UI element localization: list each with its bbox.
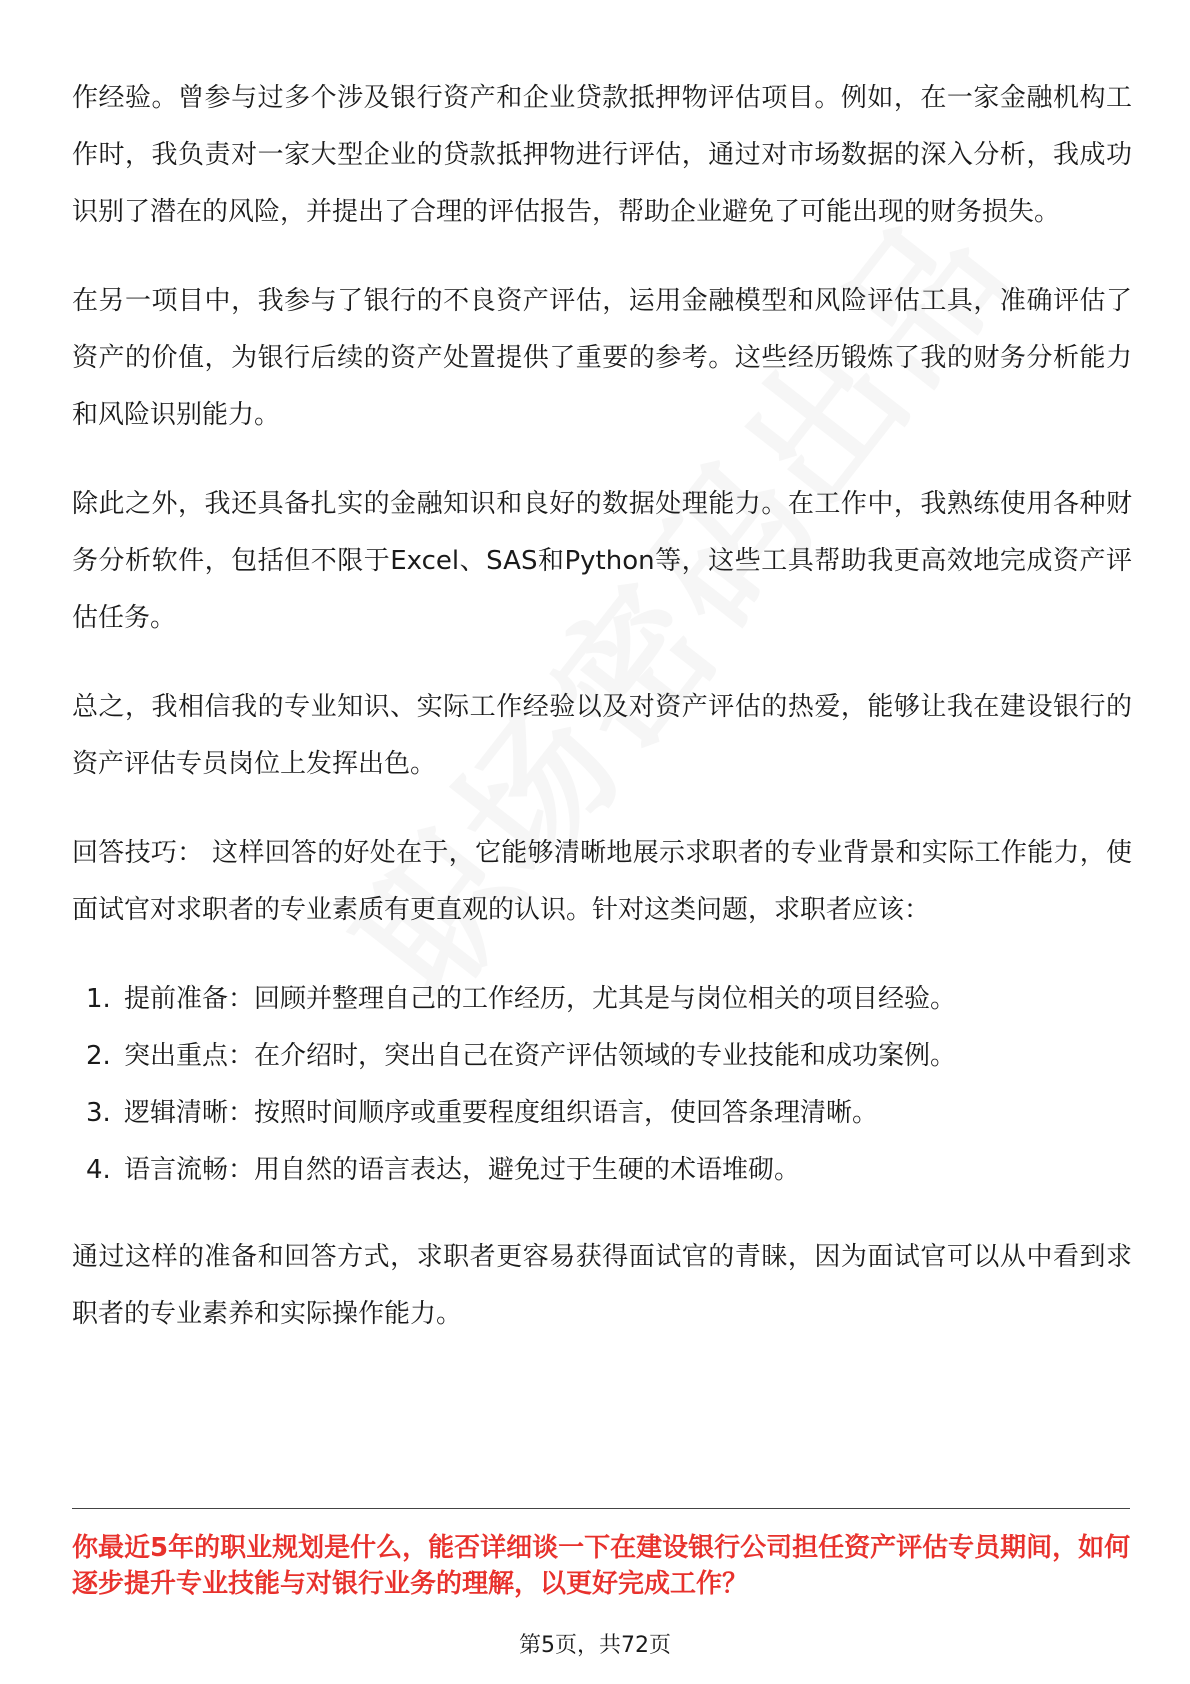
list-item-text: 提前准备：回顾并整理自己的工作经历，尤其是与岗位相关的项目经验。: [124, 984, 957, 1014]
list-item-text: 语言流畅：用自然的语言表达，避免过于生硬的术语堆砌。: [124, 1155, 801, 1185]
paragraph-closing: 通过这样的准备和回答方式，求职者更容易获得面试官的青睐，因为面试官可以从中看到求职者的专业素养和实际操作能力。: [72, 1242, 1132, 1329]
paragraph-project: 在另一项目中，我参与了银行的不良资产评估，运用金融模型和风险评估工具，准确评估了资产的价值，为银行后续的资产处置提供了重要的参考。这些经历锻炼了我的财务分析能力和风险识别能力。: [72, 286, 1132, 430]
paragraph-summary: 总之，我相信我的专业知识、实际工作经验以及对资产评估的热爱，能够让我在建设银行的资产评估专员岗位上发挥出色。: [72, 692, 1132, 779]
paragraph-skills: 除此之外，我还具备扎实的金融知识和良好的数据处理能力。在工作中，我熟练使用各种财务分析软件，包括但不限于Excel、SAS和Python等，这些工具帮助我更高效地完成资产评估任务。: [72, 489, 1132, 633]
list-item-number: 4.: [86, 1155, 111, 1185]
list-item-number: 1.: [86, 984, 111, 1014]
paragraph-tips-intro: 回答技巧： 这样回答的好处在于，它能够清晰地展示求职者的专业背景和实际工作能力，使面试官对求职者的专业素质有更直观的认识。针对这类问题，求职者应该：: [72, 838, 1132, 925]
list-item: [72, 1142, 1132, 1199]
next-question-heading: 你最近5年的职业规划是什么，能否详细谈一下在建设银行公司担任资产评估专员期间，如何逐步提升专业技能与对银行业务的理解，以更好完成工作？: [72, 1533, 1131, 1599]
list-item-text: 突出重点：在介绍时，突出自己在资产评估领域的专业技能和成功案例。: [124, 1041, 957, 1071]
list-item-text: 逻辑清晰：按照时间顺序或重要程度组织语言，使回答条理清晰。: [124, 1098, 879, 1128]
document-body: [72, 70, 1132, 1375]
page-footer: 第5页，共72页: [519, 1633, 671, 1658]
section-divider: [72, 1508, 1130, 1509]
list-item: [72, 971, 1132, 1028]
paragraph-experience: 作经验。曾参与过多个涉及银行资产和企业贷款抵押物评估项目。例如，在一家金融机构工作时，我负责对一家大型企业的贷款抵押物进行评估，通过对市场数据的深入分析，我成功识别了潜在的风险，并提出了合理的评估报告，帮助企业避免了可能出现的财务损失。: [72, 83, 1132, 227]
list-item-number: 2.: [86, 1041, 111, 1071]
list-item-number: 3.: [86, 1098, 111, 1128]
list-item: [72, 1028, 1132, 1085]
list-item: [72, 1085, 1132, 1142]
tips-list: [72, 971, 1132, 1199]
